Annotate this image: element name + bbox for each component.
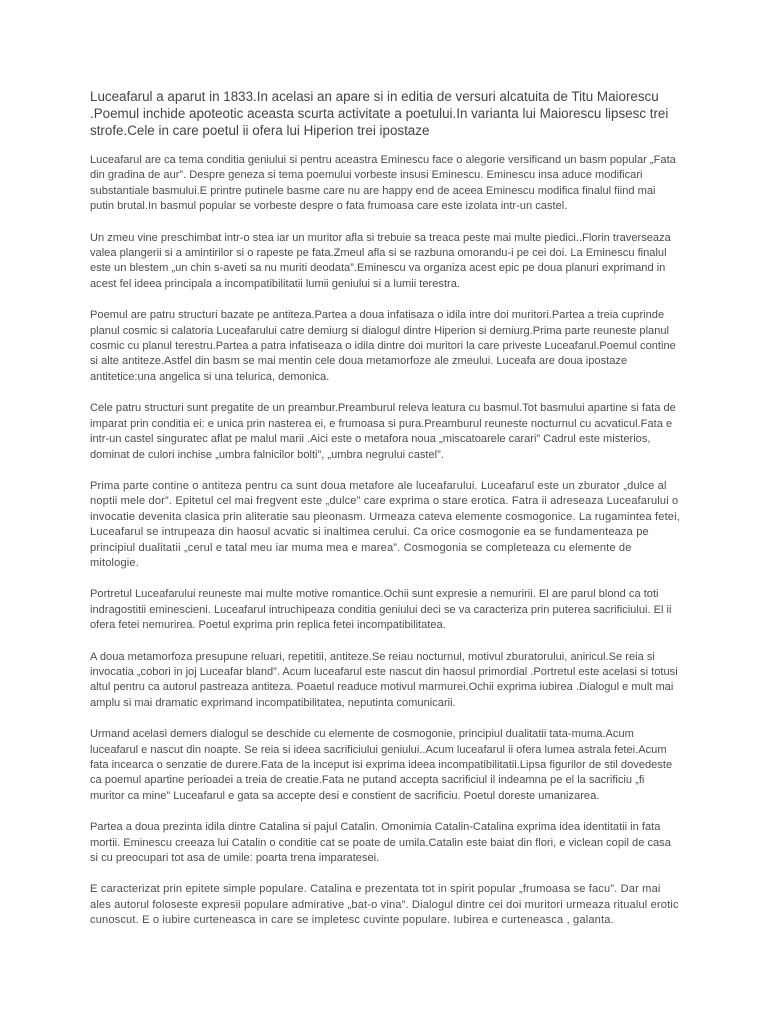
paragraph-5: Prima parte contine o antiteza pentru ca sunt doua metafore ale luceafarului. Luceafarul este un zburator „dulce al noptii mele dor”. Epitetul cel mai fregvent este „dulce” care exprima o stare erotica. Fatra ii adreseaza Luceafarului o invocatie devenita clasica prin aliteratie sau pleonasm. Urmeaza cateva elemente cosmogonice. La rugamintea fetei, Luceafarul se intrupeaza din haosul acvatic si inaltimea cerului. Ca orice cosmogonie ea se fundamenteaza pe principiul dualitatii „cerul e tatal meu iar muma mea e marea”. Cosmogonia se completeaza cu elemente de mitologie. — [90, 479, 680, 569]
paragraph-10: E caracterizat prin epitete simple populare. Catalina e prezentata tot in spirit popular „frumoasa se facu”. Dar mai ales autorul foloseste expresii populare admirative „bat-o vina”. Dialogul dintre cei doi muritori urmeaza ritualul erotic cunoscut. E o iubire curteneasca in care se impletesc cuvinte populare. Iubirea e curteneasca , galanta. — [90, 883, 679, 927]
paragraph-3: Poemul are patru structuri bazate pe antiteza.Partea a doua infatisaza o idila intre doi muritori.Partea a treia cuprinde planul cosmic si calatoria Luceafarului catre demiurg si dialogul dintre Hiperion si demiurg.Prima parte reuneste planul cosmic cu planul terestru.Partea a patra infatiseaza o idila dintre doi muritori la care priveste Luceafarul.Poemul contine si alte antiteze.Astfel din basm se mai mentin cele doua metamorfoze ale zmeului. Luceafa are doua ipostaze antitetice:una angelica si una telurica, demonica. — [90, 309, 676, 383]
paragraph-1: Luceafarul are ca tema conditia geniului si pentru aceastra Eminescu face o alegorie versificand un basm popular „Fata din gradina de aur”. Despre geneza si tema poemului vorbeste insusi Eminescu. Eminescu insa aduce modificari substantiale basmului.E printre putinele basme care nu are happy end de aceea Eminescu modifica finalul fiind mai putin brutal.In basmul popular se vorbeste despre o fata frumoasa care este izolata intr-un castel. — [90, 154, 676, 213]
paragraph-9: Partea a doua prezinta idila dintre Catalina si pajul Catalin. Omonimia Catalin-Catalina exprima idea identitatii in fata mortii. Eminescu creeaza lui Catalin o conditie cat se poate de umila.Catalin este baiat din flori, e viclean copil de casa si cu preocupari tot asa de umile: poarta trena imparatesei. — [90, 821, 671, 865]
paragraph-4: Cele patru structuri sunt pregatite de un preambur.Preamburul releva leatura cu basmul.Tot basmului apartine si fata de imparat prin conditia ei: e unica prin nasterea ei, e frumoasa si pura.Preamburul reuneste nocturnul cu acvaticul.Fata e intr-un castel singuratec aflat pe malul marii .Aici este o metafora noua „miscatoarele carari” Cadrul este misterios, dominat de culori inchise „umbra falnicilor bolti”, „umbra negrului castel”. — [90, 402, 676, 461]
paragraph-2: Un zmeu vine preschimbat intr-o stea iar un muritor afla si trebuie sa treaca peste mai multe piedici..Florin traverseaza valea plangerii si a amintirilor si o rapeste pe fata.Zmeul afla si se razbuna omorandu-i pe cei doi. La Eminescu finalul este un blestem „un chin s-aveti sa nu muriti deodata”.Eminescu va organiza acest epic pe doua planuri exprimand in acest fel ideea principala a incompatibilitatii lumii geniului si a lumii terestra. — [90, 231, 671, 290]
paragraph-6: Portretul Luceafarului reuneste mai multe motive romantice.Ochii sunt expresie a nemuririi. El are parul blond ca toti indragostitii eminescieni. Luceafarul intruchipeaza conditia geniului deci se va caracteriza prin puterea sacrificiului. El ii ofera fetei nemurirea. Poetul exprima prin replica fetei incompatibilitatea. — [90, 588, 672, 632]
document-page — [90, 88, 680, 945]
document-title: Luceafarul a aparut in 1833.In acelasi an apare si in editia de versuri alcatuita de Titu Maiorescu .Poemul inchide apoteotic aceasta scurta activitate a poetului.In varianta lui Maiorescu lipsesc trei strofe.Cele in care poetul ii ofera lui Hiperion trei ipostaze — [90, 89, 669, 138]
paragraph-8: Urmand acelasi demers dialogul se deschide cu elemente de cosmogonie, principiul dualitatii tata-muma.Acum luceafarul e nascut din noapte. Se reia si ideea sacrificiului geniului..Acum luceafarul ii ofera lumea astrala fetei.Acum fata incearca o senzatie de durere.Fata de la inceput isi exprima ideea incompatibilitatii.Lipsa figurilor de stil dovedeste ca poemul apartine perioadei a treia de creatie.Fata ne putand accepta sacrificiul il indeamna pe el la sacrificiu „fi muritor ca mine” Luceafarul e gata sa accepte desi e constient de sacrificiu. Poetul doreste umanizarea. — [90, 728, 673, 802]
paragraph-7: A doua metamorfoza presupune reluari, repetitii, antiteze.Se reiau nocturnul, motivul zburatorului, aniricul.Se reia si invocatia „cobori in joj Luceafar bland”. Acum luceafarul este nascut din haosul primordial .Portretul este acelasi si totusi altul pentru ca autorul pastreaza antiteza. Poaetul readuce motivul marmurei.Ochii exprima iubirea .Dialogul e mult mai amplu si mai dramatic exprimand incompatibilitatea, neputinta comunicarii. — [90, 650, 678, 709]
